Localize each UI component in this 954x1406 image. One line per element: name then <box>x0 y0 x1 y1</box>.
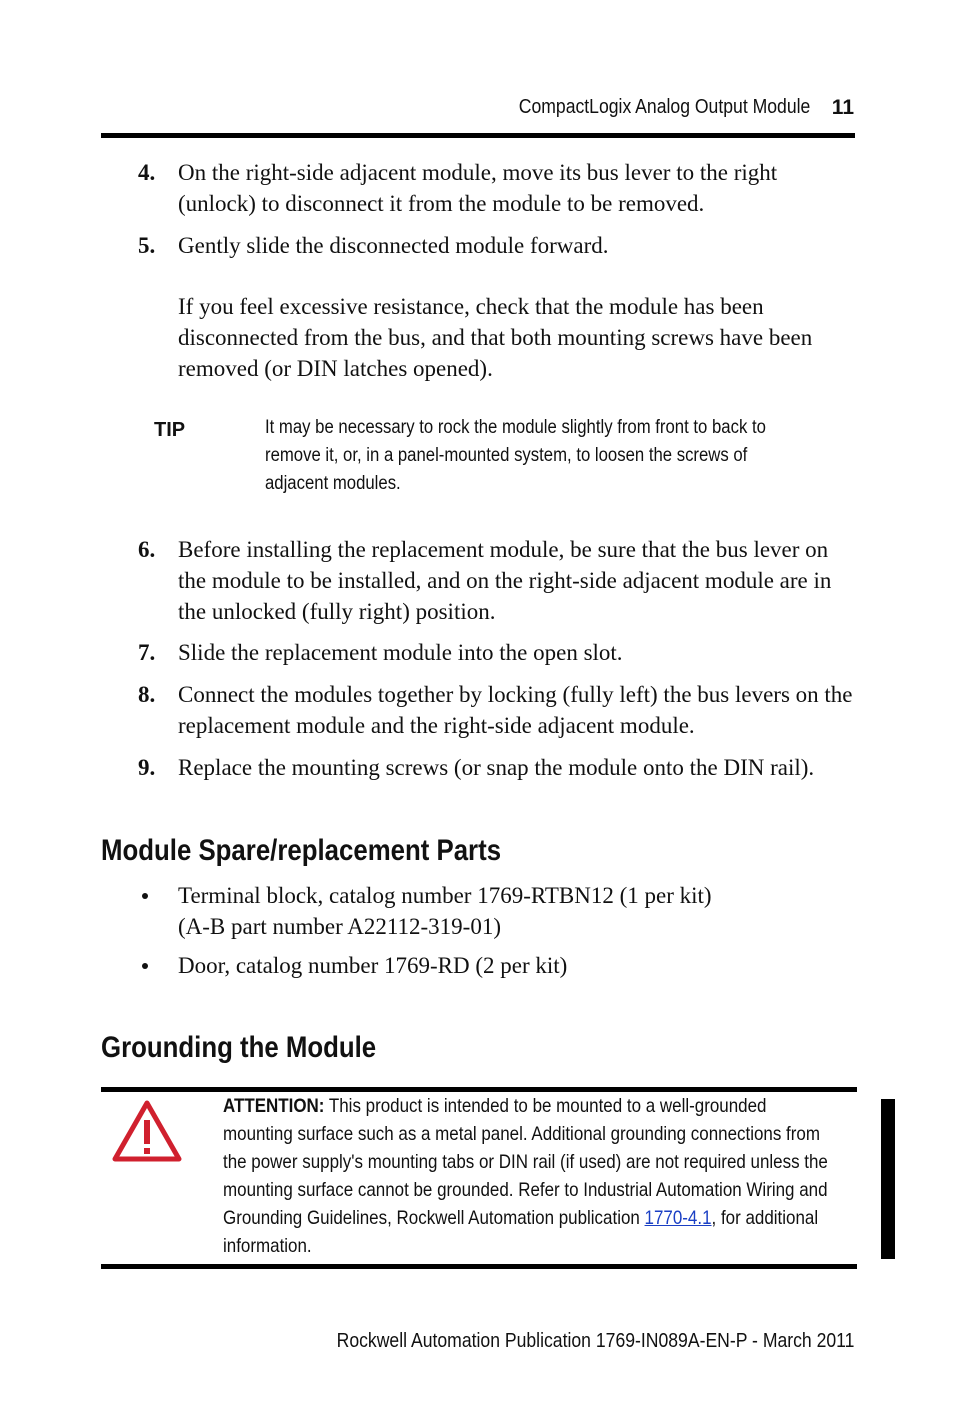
step-number: 4. <box>138 160 156 185</box>
step-text: Gently slide the disconnected module forward. <box>178 233 609 258</box>
step-number: 8. <box>138 682 156 707</box>
bullet-icon <box>142 963 148 969</box>
attention-label: ATTENTION: <box>223 1095 325 1117</box>
section-heading-grounding: Grounding the Module <box>101 1031 377 1064</box>
tip-label: TIP <box>154 419 186 441</box>
running-header-title: CompactLogix Analog Output Module <box>518 96 810 118</box>
warning-triangle-icon <box>112 1100 182 1162</box>
page-number: 11 <box>831 96 854 119</box>
step-text: Before installing the replacement module, be sure that the bus lever on the module to be installed, and on the right-side adjacent module are in the unlocked (fully right) position. <box>178 537 832 624</box>
publication-link[interactable]: 1770-4.1 <box>644 1207 712 1229</box>
side-tab-marker <box>881 1099 895 1259</box>
list-item-line: Terminal block, catalog number 1769-RTBN12 (1 per kit) <box>178 883 712 908</box>
list-item-text: Door, catalog number 1769-RD (2 per kit) <box>178 953 568 978</box>
step-number: 6. <box>138 537 156 562</box>
footer-publication: Rockwell Automation Publication 1769-IN089A-EN-P - March 2011 <box>336 1330 854 1352</box>
step-number: 9. <box>138 755 156 780</box>
attention-tail: , for additional information. <box>223 1207 819 1257</box>
tip-text: It may be necessary to rock the module slightly from front to back to remove it, or, in a panel-mounted system, to loosen the screws of adjacent modules. <box>265 417 766 494</box>
section-heading-spare-parts: Module Spare/replacement Parts <box>101 834 502 867</box>
attention-rule-bottom <box>101 1264 857 1269</box>
step-text: Replace the mounting screws (or snap the module onto the DIN rail). <box>178 755 815 780</box>
attention-body: This product is intended to be mounted to a well-grounded mounting surface such as a metal panel. Additional grounding connections from the power supply's mounting tabs or DIN rail (if used) are not required unless the mounting surface cannot be grounded. Refer to Industrial Automation Wiring and Grounding Guidelines, Rockwell Automation publication <box>223 1095 828 1229</box>
step-text: Slide the replacement module into the open slot. <box>178 640 623 665</box>
attention-text <box>223 1092 832 1260</box>
list-item-line: (A-B part number A22112-319-01) <box>178 914 501 939</box>
step-text: On the right-side adjacent module, move its bus lever to the right (unlock) to disconnect it from the module to be removed. <box>178 160 778 216</box>
step-number: 5. <box>138 233 156 258</box>
step-note-text: If you feel excessive resistance, check that the module has been disconnected from the bus, and that both mounting screws have been removed (or DIN latches opened). <box>178 294 813 381</box>
step-text: Connect the modules together by locking (fully left) the bus levers on the replacement module and the right-side adjacent module. <box>178 682 853 738</box>
header-rule <box>101 133 855 138</box>
list-item-text <box>178 880 854 942</box>
step-number: 7. <box>138 640 156 665</box>
bullet-icon <box>142 893 148 899</box>
